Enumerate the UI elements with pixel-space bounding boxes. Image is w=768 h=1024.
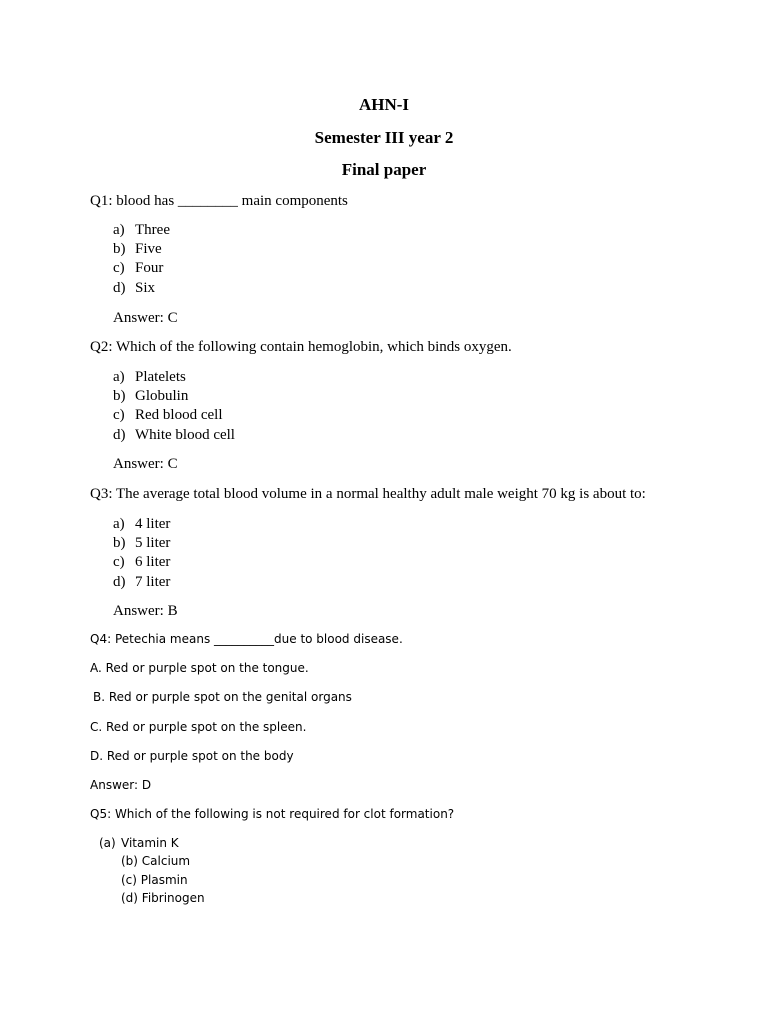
- question-4-answer: Answer: D: [90, 778, 152, 792]
- option-text: 4 liter: [135, 516, 171, 532]
- question-2-answer: Answer: C: [113, 456, 178, 472]
- option-letter: b): [113, 241, 126, 257]
- option-text: 5 liter: [135, 535, 171, 551]
- question-1-option-a: [113, 223, 170, 238]
- question-2-option-d: [113, 428, 235, 443]
- question-1: Q1: blood has ________ main components: [90, 193, 348, 209]
- question-5: Q5: Which of the following is not required for clot formation?: [90, 807, 455, 821]
- option-text: Red blood cell: [135, 407, 223, 423]
- question-3-option-b: [113, 536, 170, 551]
- option-text: Globulin: [135, 388, 189, 404]
- question-4: Q4: Petechia means __________due to blood disease.: [90, 632, 403, 646]
- option-letter: a): [113, 516, 125, 532]
- question-3-answer: Answer: B: [113, 603, 178, 619]
- question-2-option-c: [113, 408, 222, 423]
- document-title: AHN-I: [358, 95, 410, 114]
- question-5-option-a: [99, 837, 179, 849]
- document-subtitle: Semester III year 2: [314, 128, 454, 147]
- question-3: Q3: The average total blood volume in a normal healthy adult male weight 70 kg is about to:: [90, 486, 646, 502]
- option-text: Platelets: [135, 369, 186, 385]
- option-letter: c): [113, 554, 125, 570]
- option-text: 7 liter: [135, 574, 171, 590]
- question-1-option-b: [113, 242, 162, 257]
- document-paper-label: Final paper: [341, 160, 427, 179]
- option-text: Four: [135, 260, 164, 276]
- question-5-option-d: (d) Fibrinogen: [121, 891, 205, 905]
- option-letter: (a): [99, 836, 116, 850]
- question-2-option-b: [113, 389, 188, 404]
- question-2-option-a: [113, 370, 186, 385]
- option-letter: c): [113, 260, 125, 276]
- option-letter: d): [113, 280, 126, 296]
- option-letter: d): [113, 427, 126, 443]
- option-letter: a): [113, 222, 125, 238]
- option-text: Five: [135, 241, 162, 257]
- option-letter: d): [113, 574, 126, 590]
- option-letter: a): [113, 369, 125, 385]
- option-letter: c): [113, 407, 125, 423]
- question-1-option-c: [113, 261, 163, 276]
- question-3-option-d: [113, 575, 170, 590]
- question-5-option-c: (c) Plasmin: [121, 873, 188, 887]
- option-text: White blood cell: [135, 427, 235, 443]
- option-text: 6 liter: [135, 554, 171, 570]
- question-4-option-b: B. Red or purple spot on the genital organs: [93, 690, 352, 704]
- option-letter: b): [113, 388, 126, 404]
- question-5-option-b: (b) Calcium: [121, 854, 191, 868]
- option-text: Vitamin K: [121, 836, 179, 850]
- question-3-option-a: [113, 517, 170, 532]
- option-text: Three: [135, 222, 170, 238]
- question-4-option-a: A. Red or purple spot on the tongue.: [90, 661, 309, 675]
- question-4-option-c: C. Red or purple spot on the spleen.: [90, 720, 307, 734]
- question-4-option-d: D. Red or purple spot on the body: [90, 749, 294, 763]
- question-3-option-c: [113, 555, 170, 570]
- option-text: Six: [135, 280, 156, 296]
- question-2: Q2: Which of the following contain hemoglobin, which binds oxygen.: [90, 339, 512, 355]
- option-letter: b): [113, 535, 126, 551]
- question-1-answer: Answer: C: [113, 310, 178, 326]
- question-1-option-d: [113, 281, 155, 296]
